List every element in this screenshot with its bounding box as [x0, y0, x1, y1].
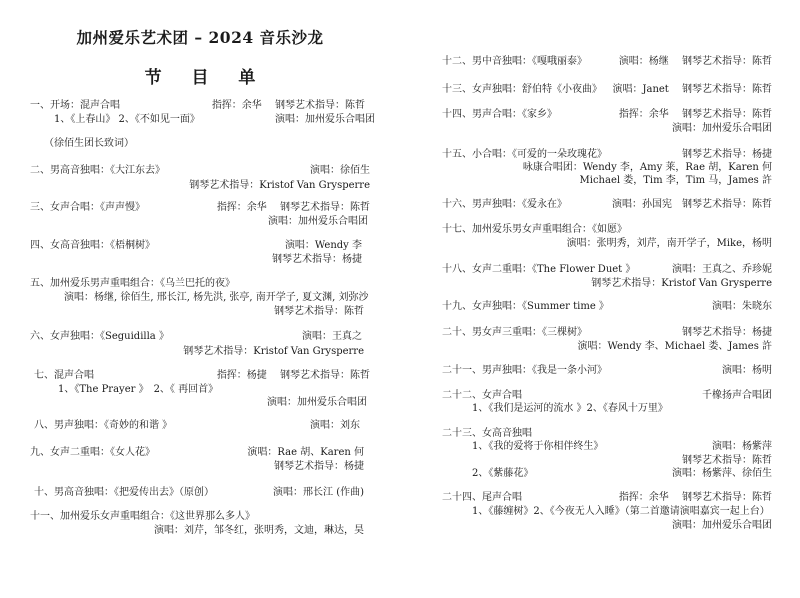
item-heading: 二十四、尾声合唱 — [442, 492, 522, 503]
item-heading: 四、女高音独唱：《梧桐树》 — [30, 240, 155, 251]
item-song: 1、《我的爱将于你相伴终生》 — [472, 441, 604, 452]
item-note: （徐佰生团长致词） — [44, 138, 134, 149]
item-heading: 八、男声独唱：《奇妙的和谐 》 — [34, 420, 173, 431]
item-pianist: 钢琴艺术指导：Kristof Van Grysperre — [591, 278, 772, 289]
item-performer: 演唱：加州爱乐合唱团 — [672, 520, 772, 531]
item-performer: 演唱：Rae 胡、Karen 何 — [247, 447, 364, 458]
item-performer: 演唱：Janet 钢琴艺术指导：陈哲 — [612, 84, 772, 95]
item-performer: 演唱：加州爱乐合唱团 — [268, 216, 368, 227]
item-heading: 十三、女声独唱：舒伯特《小夜曲》 — [442, 84, 602, 95]
item-performer: Michael 娄，Tim 李，Tim 马，James 許 — [579, 175, 772, 186]
item-performer: 演唱：杨继 钢琴艺术指导：陈哲 — [618, 56, 772, 67]
item-heading: 二十一、男声独唱：《我是一条小河》 — [442, 365, 607, 376]
item-performer: 演唱：加州爱乐合唱团 — [267, 397, 367, 408]
item-heading: 五、加州爱乐男声重唱组合：《乌兰巴托的夜》 — [30, 278, 235, 289]
item-performer: 千橡扬声合唱团 — [702, 390, 772, 401]
item-performer: 演唱：加州爱乐合唱团 — [275, 114, 375, 125]
item-director: 指挥：余华 钢琴艺术指导：陈哲 — [618, 492, 772, 503]
item-songs: 1、《我们是运河的流水 》2、《春风十万里》 — [472, 403, 668, 414]
item-heading: 十二、男中音独唱：《嘎哦丽泰》 — [442, 56, 587, 67]
item-performer: 演唱：孙国宪 钢琴艺术指导：陈哲 — [612, 199, 772, 210]
item-pianist: 钢琴艺术指导：Kristof Van Grysperre — [183, 346, 364, 357]
item-performer: 演唱：杨紫萍、徐佰生 — [672, 468, 772, 479]
item-pianist: 钢琴艺术指导：杨捷 — [682, 327, 772, 338]
item-performer: 演唱：加州爱乐合唱团 — [672, 123, 772, 134]
item-heading: 十七、加州爱乐男女声重唱组合：《如愿》 — [442, 224, 627, 235]
item-pianist: 钢琴艺术指导：杨捷 — [272, 254, 362, 265]
item-performer: 演唱：杨明 — [722, 365, 772, 376]
item-performer: 演唱：刘东 — [310, 420, 360, 431]
right-page — [400, 0, 800, 598]
item-heading: 一、开场：混声合唱 — [30, 100, 120, 111]
item-heading: 十一、加州爱乐女声重唱组合：《这世界那么多人》 — [30, 511, 255, 522]
item-songs: 1、《The Prayer 》 2、《 再回首》 — [58, 384, 219, 395]
item-performer: 演唱：杨继, 徐佰生, 邢长江, 杨先洪, 张亭, 南开学子, 夏文渊, 刘弥沙 — [64, 292, 369, 303]
item-pianist: 钢琴艺术指导：陈哲 — [274, 306, 364, 317]
item-heading: 十五、小合唱：《可爱的一朵玫瑰花》 — [442, 149, 607, 160]
item-heading: 二、男高音独唱：《大江东去》 — [30, 165, 165, 176]
item-director: 指挥：余华 钢琴艺术指导：陈哲 — [216, 202, 370, 213]
item-song: 2、《紫藤花》 — [472, 468, 534, 479]
item-director: 指挥：杨捷 钢琴艺术指导：陈哲 — [216, 370, 370, 381]
item-performer: 演唱：张明秀，刘芹，南开学子，Mike，杨明 — [566, 238, 772, 249]
item-heading: 十八、女声二重唱：《The Flower Duet 》 — [442, 264, 636, 275]
item-heading: 十六、男声独唱：《爱永在》 — [442, 199, 567, 210]
item-songs: 1、《上春山》 2、《不如见一面》 — [54, 114, 200, 125]
item-pianist: 钢琴艺术指导：陈哲 — [682, 455, 772, 466]
item-heading: 二十三、女高音独唱 — [442, 428, 532, 439]
program-subtitle: 节 目 单 — [144, 68, 268, 88]
item-heading: 十四、男声合唱：《家乡》 — [442, 109, 557, 120]
item-performer: 演唱：邢长江 (作曲) — [273, 487, 364, 498]
item-heading: 十九、女声独唱：《Summer time 》 — [442, 301, 609, 312]
item-heading: 六、女声独唱：《Seguidilla 》 — [30, 331, 169, 342]
item-performer: 演唱：Wendy 李 — [284, 240, 362, 251]
item-pianist: 钢琴艺术指导：Kristof Van Grysperre — [189, 180, 370, 191]
item-heading: 十、男高音独唱：《把爱传出去》（原创） — [34, 487, 214, 498]
item-performer: 演唱：王真之、乔珍妮 — [672, 264, 772, 275]
item-heading: 二十、男女声三重唱：《三棵树》 — [442, 327, 587, 338]
item-performer: 咏康合唱团：Wendy 李，Amy 莱，Rae 胡，Karen 何 — [522, 162, 772, 173]
item-performer: 演唱：杨紫萍 — [712, 441, 772, 452]
item-pianist: 钢琴艺术指导：杨捷 — [274, 461, 364, 472]
item-heading: 三、女声合唱：《声声慢》 — [30, 202, 145, 213]
item-songs: 1、《藤缠树》2、《今夜无人入睡》（第二首邀请演唱嘉宾一起上台） — [472, 506, 770, 517]
item-performer: 演唱：Wendy 李、Michael 娄、James 許 — [577, 341, 772, 352]
item-performer: 演唱：朱晓东 — [712, 301, 772, 312]
program-title: 加州爱乐艺术团 – 2024 音乐沙龙 — [76, 28, 324, 47]
item-pianist: 钢琴艺术指导：杨捷 — [682, 149, 772, 160]
item-director: 指挥：余华 钢琴艺术指导：陈哲 — [211, 100, 365, 111]
item-performer: 演唱：刘芹，邹冬红，张明秀，文迪，琳达，昊 — [154, 525, 364, 536]
item-director: 指挥：余华 钢琴艺术指导：陈哲 — [618, 109, 772, 120]
item-performer: 演唱：王真之 — [302, 331, 362, 342]
item-heading: 二十二、女声合唱 — [442, 390, 522, 401]
item-performer: 演唱：徐佰生 — [310, 165, 370, 176]
item-heading: 七、混声合唱 — [34, 370, 94, 381]
item-heading: 九、女声二重唱：《女人花》 — [30, 447, 155, 458]
